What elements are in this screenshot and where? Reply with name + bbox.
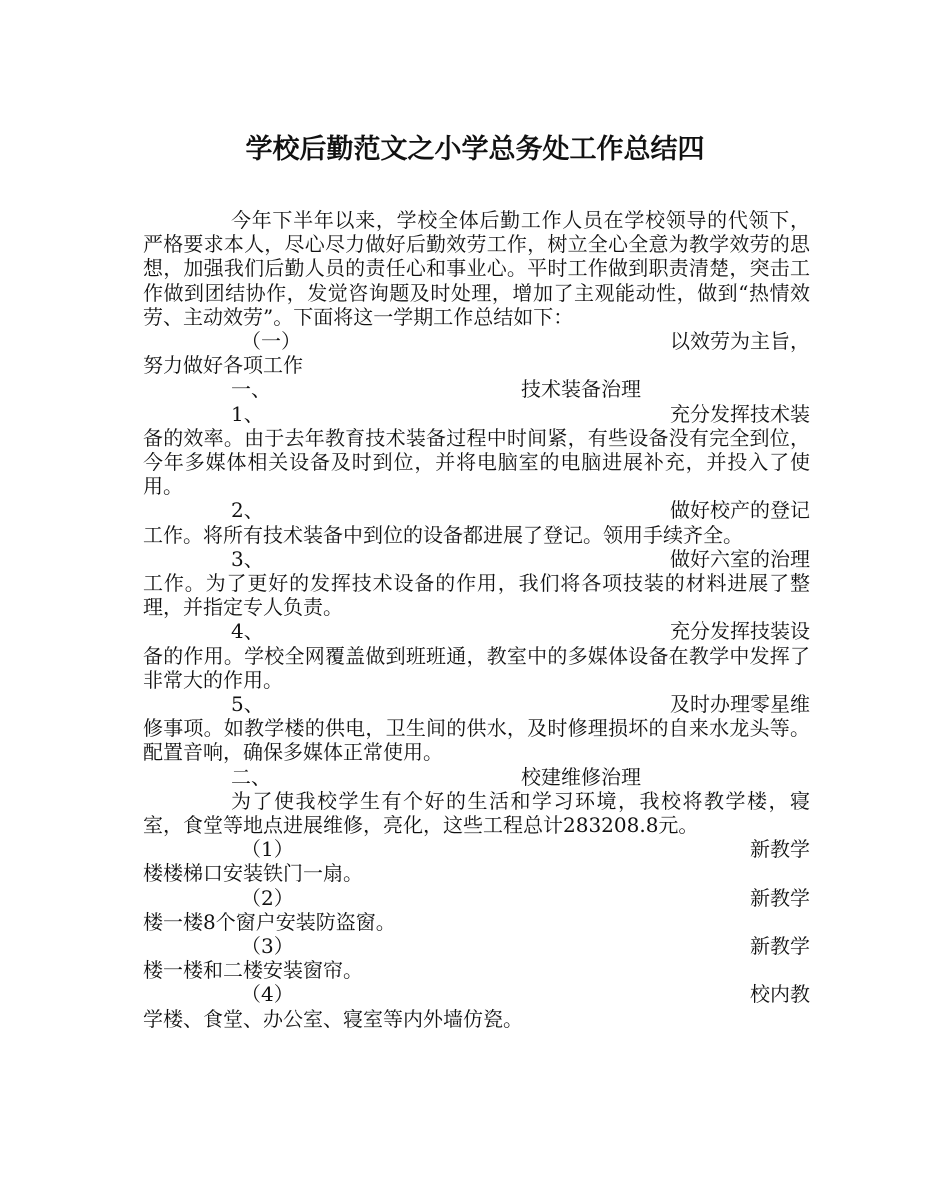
list-item-continuation: 楼楼梯口安装铁门一扇。 bbox=[143, 861, 363, 886]
list-item bbox=[143, 498, 810, 546]
list-item-head: 充分发挥技装设 bbox=[670, 619, 810, 644]
list-item-number: 2、 bbox=[231, 498, 264, 523]
section-two-paragraph: 为了使我校学生有个好的生活和学习环境，我校将教学楼，寝室，食堂等地点进展维修，亮化，这些工程总计283208.8元。 bbox=[143, 788, 810, 838]
list-item-head-line bbox=[143, 547, 810, 571]
list-item-number: 3、 bbox=[231, 546, 264, 571]
list-item-number: 4、 bbox=[231, 619, 264, 644]
list-item bbox=[143, 837, 810, 885]
list-item-continuation: 楼一楼和二楼安装窗帘。 bbox=[143, 958, 363, 983]
list-item bbox=[143, 547, 810, 620]
list-item-head: 校内教 bbox=[750, 982, 810, 1007]
intro-paragraph: 今年下半年以来，学校全体后勤工作人员在学校领导的代领下，严格要求本人，尽心尽力做好后勤效劳工作，树立全心全意为教学效劳的思想，加强我们后勤人员的责任心和事业心。平时工作做到职责清楚，突击工作做到团结协作，发觉咨询题及时处理，增加了主观能动性，做到“热情效劳、主动效劳”。下面将这一学期工作总结如下： bbox=[143, 208, 810, 329]
list-item-continuation: 备的效率。由于去年教育技术装备过程中时间紧，有些设备没有完全到位，今年多媒体相关设备及时到位，并将电脑室的电脑进展补充，并投入了使用。 bbox=[143, 425, 810, 499]
document-title: 学校后勤范文之小学总务处工作总结四 bbox=[245, 134, 705, 165]
list-item bbox=[143, 692, 810, 765]
list-item-continuation: 工作。为了更好的发挥技术设备的作用，我们将各项技装的材料进展了整理，并指定专人负责。 bbox=[143, 571, 810, 620]
list-item-head-line bbox=[143, 619, 810, 643]
section-one-head: 以效劳为主旨， bbox=[670, 329, 810, 354]
section-one bbox=[143, 329, 810, 377]
list-item bbox=[143, 982, 810, 1030]
section-one-head-line bbox=[143, 329, 810, 353]
section-one-number: （一） bbox=[241, 329, 301, 354]
list-item-head-line bbox=[143, 692, 810, 716]
list-item-number: （3） bbox=[241, 934, 294, 959]
list-item-continuation: 备的作用。学校全网覆盖做到班班通，教室中的多媒体设备在教学中发挥了非常大的作用。 bbox=[143, 643, 810, 692]
list-item bbox=[143, 934, 810, 982]
list-item-number: （2） bbox=[241, 885, 294, 910]
heading-one-text: 技术装备治理 bbox=[521, 377, 641, 402]
list-item-head: 新教学 bbox=[750, 837, 810, 862]
document-body bbox=[143, 208, 810, 1031]
list-item-number: 1、 bbox=[231, 401, 264, 426]
list-item-head-line bbox=[143, 402, 810, 426]
list-item-continuation: 修事项。如教学楼的供电，卫生间的供水，及时修理损坏的自来水龙头等。配置音响，确保多媒体正常使用。 bbox=[143, 716, 810, 765]
list-item-head: 做好六室的治理 bbox=[670, 546, 810, 571]
list-item-continuation: 学楼、食堂、办公室、寝室等内外墙仿瓷。 bbox=[143, 1006, 523, 1031]
list-item-head-line bbox=[143, 886, 810, 910]
list-item-head: 做好校产的登记 bbox=[670, 498, 810, 523]
list-item bbox=[143, 402, 810, 499]
list-item-head: 及时办理零星维 bbox=[670, 692, 810, 717]
list-item-continuation: 工作。将所有技术装备中到位的设备都进展了登记。领用手续齐全。 bbox=[143, 522, 743, 547]
list-item-head: 新教学 bbox=[750, 885, 810, 910]
heading-two bbox=[143, 765, 810, 789]
list-item-number: （4） bbox=[241, 982, 294, 1007]
list-item-head: 新教学 bbox=[750, 934, 810, 959]
heading-two-number: 二、 bbox=[231, 764, 271, 789]
heading-one-number: 一、 bbox=[231, 377, 271, 402]
list-item-head-line bbox=[143, 982, 810, 1006]
heading-one bbox=[143, 377, 810, 401]
heading-two-text: 校建维修治理 bbox=[521, 764, 641, 789]
section-one-continuation: 努力做好各项工作 bbox=[143, 353, 303, 378]
list-item bbox=[143, 619, 810, 692]
list-item-continuation: 楼一楼8个窗户安装防盗窗。 bbox=[143, 909, 396, 934]
list-item-head-line bbox=[143, 934, 810, 958]
list-item-head-line bbox=[143, 837, 810, 861]
list-item-head: 充分发挥技术装 bbox=[670, 401, 810, 426]
list-item-number: 5、 bbox=[231, 692, 264, 717]
list-item-number: （1） bbox=[241, 837, 294, 862]
list-item-head-line bbox=[143, 498, 810, 522]
list-item bbox=[143, 886, 810, 934]
